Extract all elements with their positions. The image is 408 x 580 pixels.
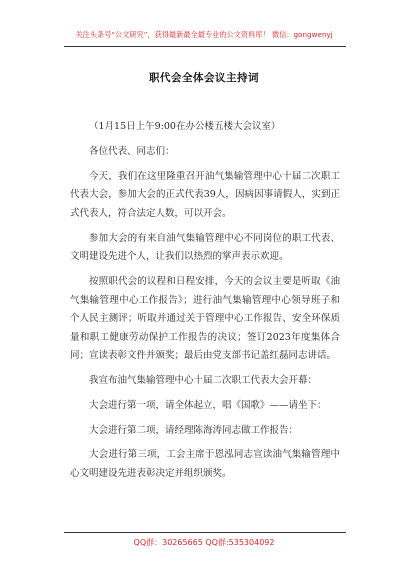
footer-qq-groups: QQ群：30265665 QQ群:535304092 (133, 538, 275, 547)
meeting-time-note: （1月15日上午9:00在办公楼五楼大会议室） (89, 121, 281, 132)
header-notice: 关注头条号“公文研究”，获得最新最全最专业的公文资料库！ 微信：gongwenyj (75, 30, 333, 39)
paragraph-welcome: 参加大会的有来自油气集输管理中心不同岗位的职工代表、文明建设先进个人，让我们以热烈的掌声表示欢迎。 (70, 232, 340, 263)
document-body (70, 118, 340, 490)
footer-divider (64, 532, 346, 533)
paragraph-item-one: 大会进行第一项，请全体起立，唱《国歌》——请坐下： (89, 399, 327, 411)
paragraph-agenda: 按照职代会的议程和日程安排，今天的会议主要是听取《油气集输管理中心工作报告》；进行油气集输管理中心领导班子和个人民主测评；听取并通过关于管理中心工作报告、安全环保质量和职工健康劳动保护工作报告的决议；签订2023年度集体合同；宣读表彰文件并颁奖；最后由党支部书记盖红磊同志讲话。 (70, 275, 340, 362)
paragraph-item-three: 大会进行第三项，工会主席于恩泓同志宣读油气集输管理中心文明建设先进表彰决定并组织颁奖。 (70, 449, 340, 479)
document-title: 职代会全体会议主持词 (149, 72, 259, 84)
header-divider (64, 46, 346, 47)
salutation: 各位代表、同志们： (89, 145, 175, 157)
paragraph-item-two: 大会进行第二项，请经理陈海涛同志做工作报告： (89, 424, 299, 436)
paragraph-attendance: 今天，我们在这里隆重召开油气集输管理中心十届二次职工代表大会，参加大会的正式代表39人，因病因事请假人，实到正式代表人，符合法定人数，可以开会。 (70, 170, 340, 219)
paragraph-opening: 我宣布油气集输管理中心十届二次职工代表大会开幕： (89, 375, 318, 387)
